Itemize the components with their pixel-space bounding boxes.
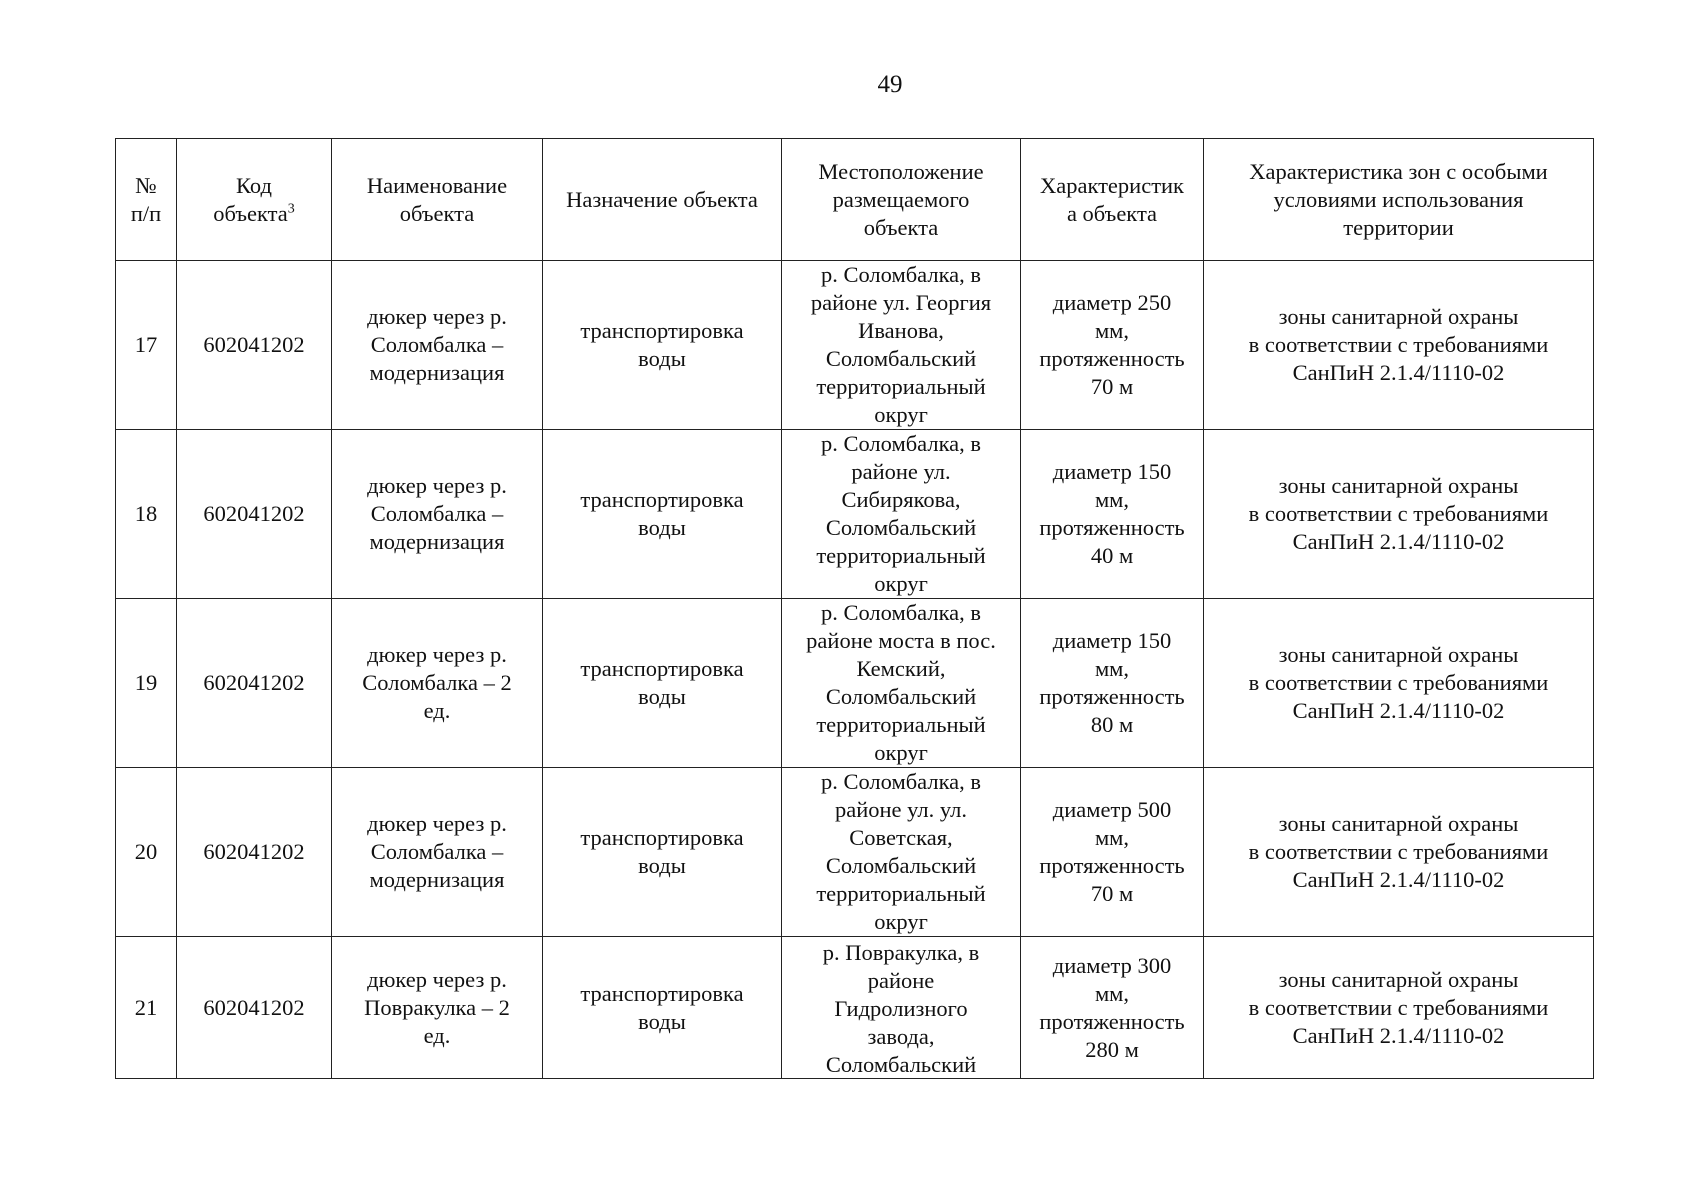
cell-purpose: транспортировка воды — [543, 430, 782, 599]
cell-code: 602041202 — [177, 937, 332, 1079]
cell-number: 17 — [116, 261, 177, 430]
cell-number: 21 — [116, 937, 177, 1079]
cell-code: 602041202 — [177, 430, 332, 599]
cell-code: 602041202 — [177, 599, 332, 768]
cell-zones: зоны санитарной охраны в соответствии с требованиями СанПиН 2.1.4/1110-02 — [1204, 599, 1594, 768]
cell-characteristics: диаметр 500 мм, протяженность 70 м — [1021, 768, 1204, 937]
table-row — [116, 430, 1594, 599]
cell-characteristics: диаметр 150 мм, протяженность 80 м — [1021, 599, 1204, 768]
cell-purpose: транспортировка воды — [543, 937, 782, 1079]
cell-location: р. Соломбалка, в районе моста в пос. Кемский, Соломбальский территориальный округ — [782, 599, 1021, 768]
cell-number: 19 — [116, 599, 177, 768]
table-row — [116, 768, 1594, 937]
header-purpose: Назначение объекта — [543, 139, 782, 261]
header-name: Наименование объекта — [332, 139, 543, 261]
header-characteristics: Характеристик а объекта — [1021, 139, 1204, 261]
objects-table — [115, 138, 1594, 1079]
cell-location: р. Соломбалка, в районе ул. Георгия Иванова, Соломбальский территориальный округ — [782, 261, 1021, 430]
cell-characteristics: диаметр 300 мм, протяженность 280 м — [1021, 937, 1204, 1079]
cell-location: р. Повракулка, в районе Гидролизного завода, Соломбальский — [782, 937, 1021, 1079]
cell-code: 602041202 — [177, 768, 332, 937]
cell-characteristics: диаметр 150 мм, протяженность 40 м — [1021, 430, 1204, 599]
cell-name: дюкер через р. Соломбалка – модернизация — [332, 430, 543, 599]
cell-name: дюкер через р. Соломбалка – 2 ед. — [332, 599, 543, 768]
table-row — [116, 599, 1594, 768]
table-header-row — [116, 139, 1594, 261]
header-zones: Характеристика зон с особыми условиями использования территории — [1204, 139, 1594, 261]
cell-code: 602041202 — [177, 261, 332, 430]
cell-zones: зоны санитарной охраны в соответствии с требованиями СанПиН 2.1.4/1110-02 — [1204, 430, 1594, 599]
cell-name: дюкер через р. Соломбалка – модернизация — [332, 768, 543, 937]
cell-purpose: транспортировка воды — [543, 768, 782, 937]
cell-location: р. Соломбалка, в районе ул. Сибирякова, Соломбальский территориальный округ — [782, 430, 1021, 599]
cell-purpose: транспортировка воды — [543, 599, 782, 768]
table-row — [116, 937, 1594, 1079]
cell-location: р. Соломбалка, в районе ул. ул. Советская, Соломбальский территориальный округ — [782, 768, 1021, 937]
header-number: № п/п — [116, 139, 177, 261]
page-number: 49 — [877, 71, 903, 98]
header-location: Местоположение размещаемого объекта — [782, 139, 1021, 261]
cell-purpose: транспортировка воды — [543, 261, 782, 430]
header-code: Код объекта$^3$ — [177, 139, 332, 261]
cell-name: дюкер через р. Повракулка – 2 ед. — [332, 937, 543, 1079]
table-body — [116, 261, 1594, 1079]
cell-number: 20 — [116, 768, 177, 937]
cell-zones: зоны санитарной охраны в соответствии с требованиями СанПиН 2.1.4/1110-02 — [1204, 768, 1594, 937]
table-row — [116, 261, 1594, 430]
footnote-marker: 3 — [287, 201, 295, 216]
cell-number: 18 — [116, 430, 177, 599]
cell-zones: зоны санитарной охраны в соответствии с требованиями СанПиН 2.1.4/1110-02 — [1204, 261, 1594, 430]
cell-zones: зоны санитарной охраны в соответствии с требованиями СанПиН 2.1.4/1110-02 — [1204, 937, 1594, 1079]
cell-characteristics: диаметр 250 мм, протяженность 70 м — [1021, 261, 1204, 430]
cell-name: дюкер через р. Соломбалка – модернизация — [332, 261, 543, 430]
